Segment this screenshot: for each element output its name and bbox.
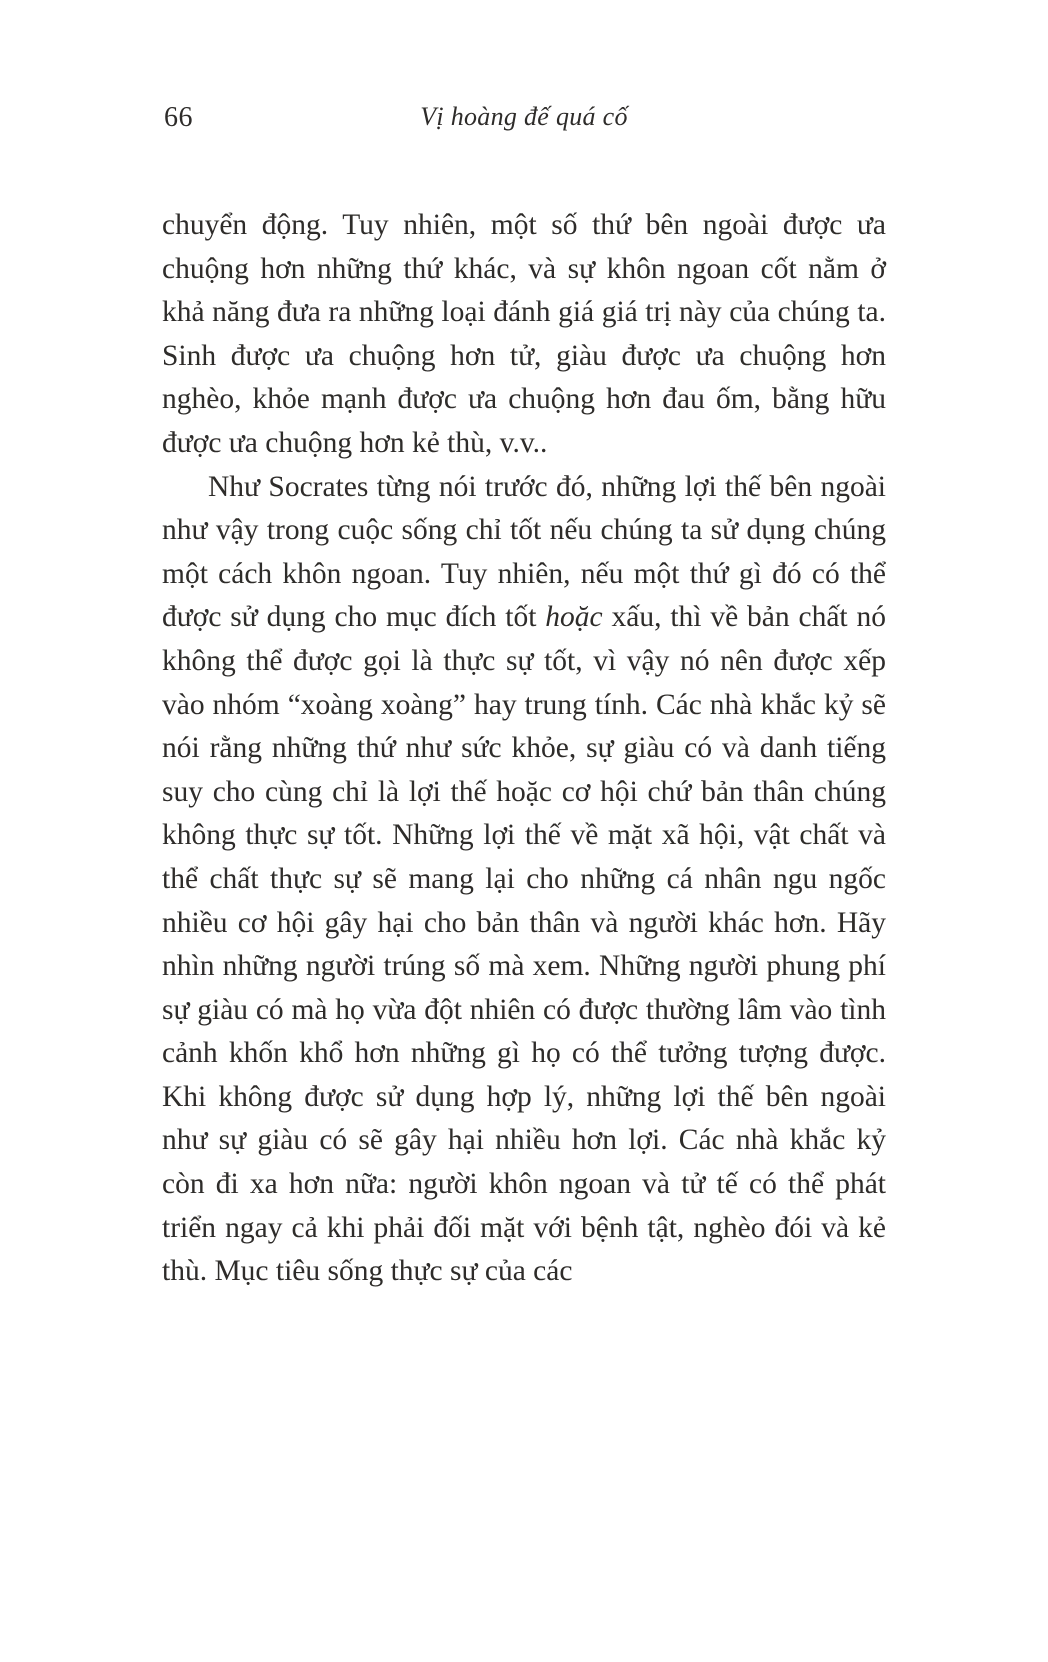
page-header xyxy=(162,102,886,138)
page-number: 66 xyxy=(164,102,193,133)
paragraph-2-italic-word: hoặc xyxy=(545,601,603,634)
running-title: Vị hoàng đế quá cố xyxy=(420,102,628,131)
paragraph-2-text-before: Như Socrates từng nói trước đó, những lợi thế bên ngoài như vậy trong cuộc sống chỉ tốt nếu chúng ta sử dụng chúng một cách khôn ngoan. Tuy nhiên, nếu một thứ gì đó có thể được sử dụng cho mục đích tốt xyxy=(162,470,886,634)
paragraph-2 xyxy=(162,466,886,1294)
paragraph-2-text-after: xấu, thì về bản chất nó không thể được gọi là thực sự tốt, vì vậy nó nên được xếp vào nhóm “xoàng xoàng” hay trung tính. Các nhà khắc kỷ sẽ nói rằng những thứ như sức khỏe, sự giàu có và danh tiếng suy cho cùng chỉ là lợi thế hoặc cơ hội chứ bản thân chúng không thực sự tốt. Những lợi thế về mặt xã hội, vật chất và thể chất thực sự sẽ mang lại cho những cá nhân ngu ngốc nhiều cơ hội gây hại cho bản thân và người khác hơn. Hãy nhìn những người trúng số mà xem. Những người phung phí sự giàu có mà họ vừa đột nhiên có được thường lâm vào tình cảnh khốn khổ hơn những gì họ có thể tưởng tượng được. Khi không được sử dụng hợp lý, những lợi thế bên ngoài như sự giàu có sẽ gây hại nhiều hơn lợi. Các nhà khắc kỷ còn đi xa hơn nữa: người khôn ngoan và tử tế có thể phát triển ngay cả khi phải đối mặt với bệnh tật, nghèo đói và kẻ thù. Mục tiêu sống thực sự của các xyxy=(162,601,886,1288)
page-body xyxy=(162,204,886,1294)
paragraph-1: chuyển động. Tuy nhiên, một số thứ bên ngoài được ưa chuộng hơn những thứ khác, và sự khôn ngoan cốt nằm ở khả năng đưa ra những loại đánh giá giá trị này của chúng ta. Sinh được ưa chuộng hơn tử, giàu được ưa chuộng hơn nghèo, khỏe mạnh được ưa chuộng hơn đau ốm, bằng hữu được ưa chuộng hơn kẻ thù, v.v.. xyxy=(162,209,886,459)
